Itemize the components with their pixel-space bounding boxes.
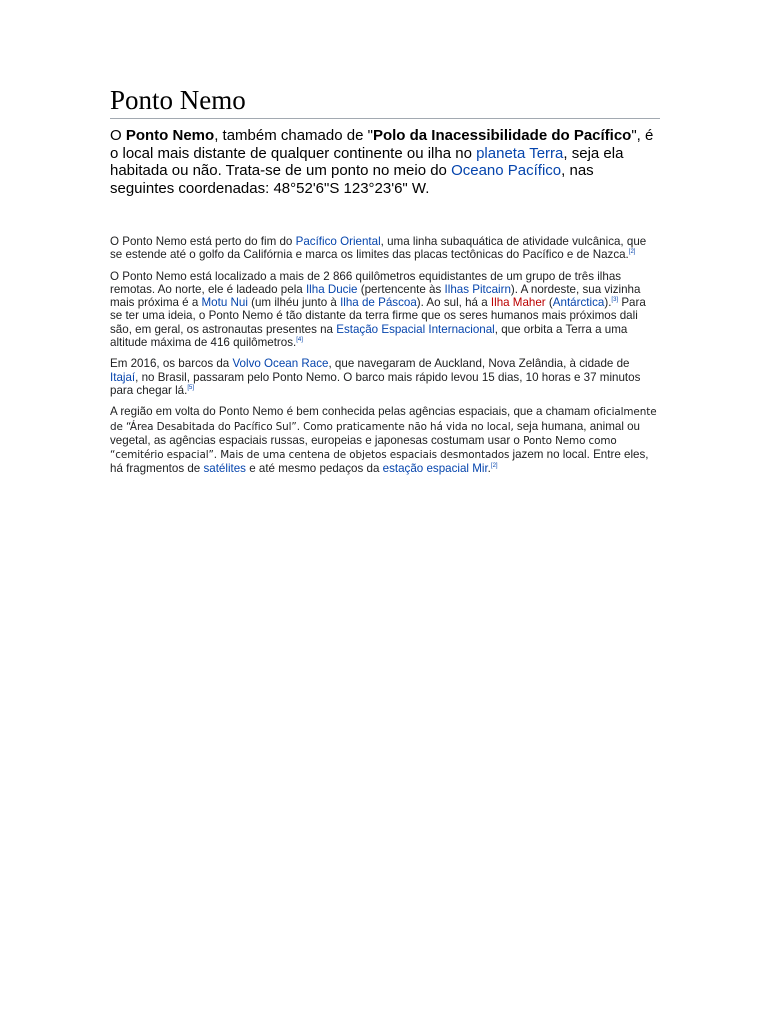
link-antarctica[interactable]: Antárctica [552, 296, 605, 310]
link-volvo-ocean-race[interactable]: Volvo Ocean Race [232, 357, 329, 371]
paragraph-text: O Ponto Nemo está perto do fim do [110, 235, 296, 248]
reference-link[interactable]: [3] [611, 297, 619, 304]
paragraph-text: seja humana, animal ou vegetal, as agências espaciais russas, europeias e japonesas costumam usar o [110, 419, 641, 447]
paragraph-text: Em 2016, os barcos da [110, 357, 233, 371]
paragraph-text: , uma linha subaquática de atividade vulcânica, que se estende até o golfo da Califórnia e marca os limites das placas tectônicas do Pacífico e de Nazca. [110, 235, 647, 262]
paragraph-text: Para se ter uma ideia, o Ponto Nemo é tão distante da terra firme que os seres humanos mais próximos dali são, em geral, os astronautas presentes na [110, 296, 646, 336]
paragraph-text: , que navegaram de Auckland, Nova Zelândia, à cidade de [328, 357, 630, 371]
paragraph-text: (pertencente às [357, 282, 445, 296]
link-planeta-terra[interactable]: planeta Terra [476, 144, 564, 162]
link-pacifico-oriental[interactable]: Pacífico Oriental [295, 235, 381, 248]
paragraph-text: ). Ao sul, há a [416, 296, 491, 310]
page-title: Ponto Nemo [110, 84, 660, 119]
reference-link[interactable]: [4] [296, 337, 303, 344]
redlink-ilha-maher[interactable]: Ilha Maher [490, 296, 546, 310]
link-ilhas-pitcairn[interactable]: Ilhas Pitcairn [444, 282, 511, 296]
link-estacao-espacial[interactable]: Estação Espacial Internacional [336, 322, 495, 336]
lead-text: , seja ela habitada ou não. Trata-se de um ponto no meio do [110, 144, 624, 179]
link-ilha-ducie[interactable]: Ilha Ducie [305, 282, 358, 296]
paragraph-text: oficialmente de “Área Desabitada do Pacífico Sul”. Como praticamente não há vida no local, [110, 406, 657, 433]
paragraph-text: e até mesmo pedaços da [245, 462, 383, 476]
paragraph-text: O Ponto Nemo está localizado a mais de 2 866 quilômetros equidistantes de um grupo de três ilhas remotas. Ao norte, ele é ladeado pela [110, 269, 622, 296]
link-estacao-espacial-mir[interactable]: estação espacial Mir [382, 462, 488, 476]
paragraph-text: (um ilhéu junto à [247, 296, 341, 310]
paragraph-text: A região em volta do Ponto Nemo é bem conhecida pelas agências espaciais, que a chamam [110, 405, 594, 419]
paragraph-text: , no Brasil, passaram pelo Ponto Nemo. O barco mais rápido levou 15 dias, 10 horas e 37 minutos para chegar lá. [110, 370, 641, 397]
paragraph-text: ( [545, 296, 553, 310]
lead-paragraph [110, 127, 660, 197]
lead-bold-name: Ponto Nemo [125, 127, 215, 144]
paragraph-text: ). A nordeste, sua vizinha mais próxima é a [110, 282, 641, 310]
paragraph-geology [110, 235, 660, 262]
paragraph-space-cemetery [110, 405, 660, 475]
lead-text: , nas seguintes coordenadas: 48°52'6"S 123°23'6" W. [110, 162, 594, 197]
lead-text: ", é o local mais distante de qualquer continente ou ilha no [110, 127, 654, 162]
paragraph-volvo-race [110, 357, 660, 397]
link-satelites[interactable]: satélites [203, 462, 246, 476]
lead-text: , também chamado de " [214, 127, 373, 144]
paragraph-text: , que orbita a Terra a uma altitude máxima de 416 quilômetros. [110, 322, 628, 350]
paragraph-text: jazem no local. Entre eles, há fragmentos de [110, 448, 649, 476]
reference-link[interactable]: [2] [490, 463, 498, 470]
paragraph-text: . [487, 462, 491, 476]
reference-link[interactable]: [2] [628, 249, 636, 256]
reference-link[interactable]: [5] [187, 385, 195, 392]
link-ilha-de-pascoa[interactable]: Ilha de Páscoa [340, 296, 417, 310]
link-motu-nui[interactable]: Motu Nui [201, 296, 248, 310]
paragraph-location [110, 270, 660, 350]
article [110, 84, 660, 484]
link-itajai[interactable]: Itajaí [110, 370, 136, 384]
paragraph-text: ). [604, 296, 612, 310]
lead-bold-alias: Polo da Inacessibilidade do Pacífico [372, 127, 632, 144]
paragraph-text: Ponto Nemo como “cemitério espacial”. Mais de uma centena de objetos espaciais desmontados [110, 434, 617, 462]
lead-text: O [110, 127, 126, 144]
link-oceano-pacifico[interactable]: Oceano Pacífico [451, 162, 562, 179]
